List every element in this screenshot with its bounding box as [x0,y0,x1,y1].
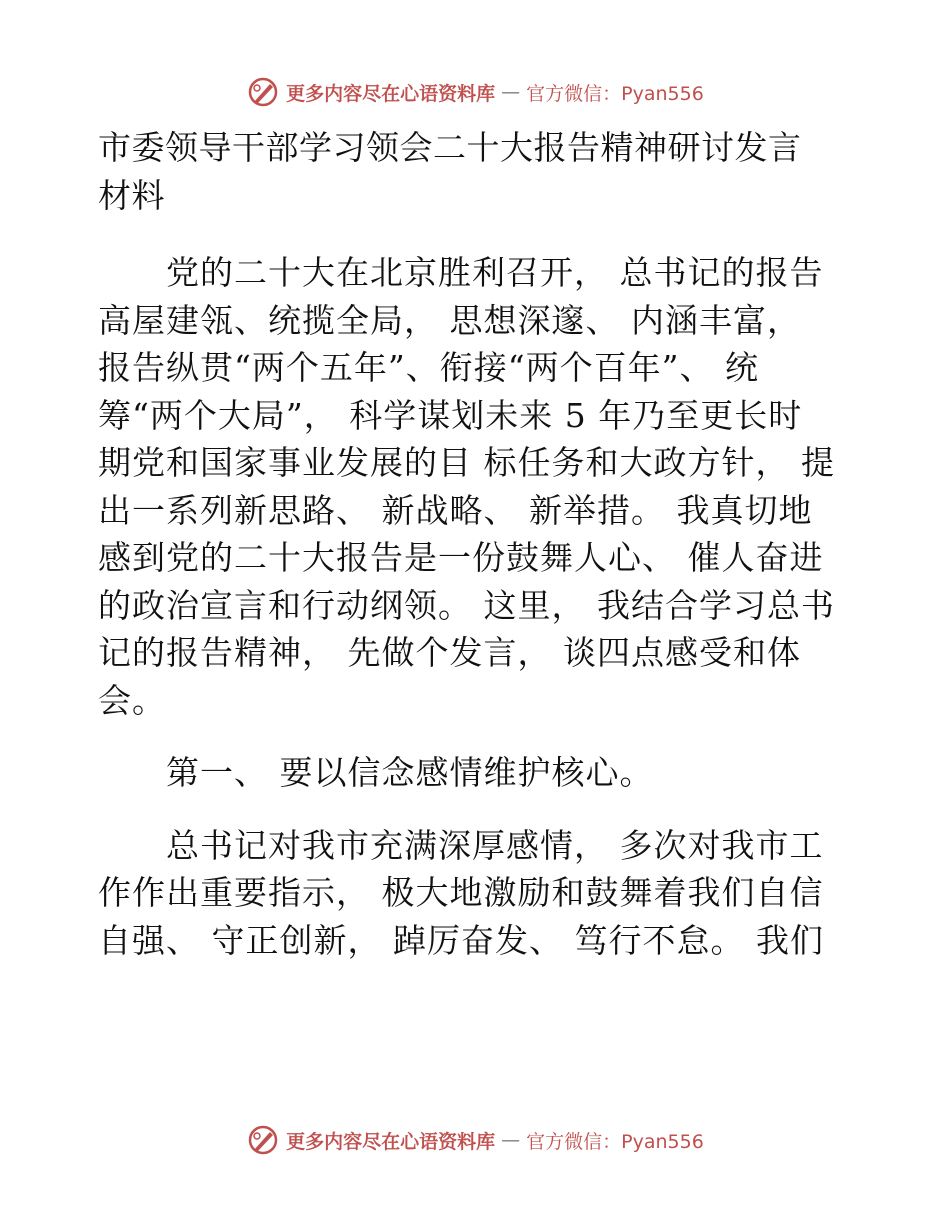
document-body [98,124,858,964]
banner-separator: — [501,1129,521,1151]
paragraph-line: 感到党的二十大报告是一份鼓舞人心、 催人奋进 [98,538,824,577]
paragraph-line: 期党和国家事业发展的目 标任务和大政方针， 提 [98,443,835,482]
pen-logo-icon [246,75,280,109]
paragraph-first-section [98,822,858,965]
section-heading-first: 第一、 要以信念感情维护核心。 [98,753,654,792]
banner-wechat: 官方微信：Pyan556 [526,82,704,105]
paragraph-line: 记的报告精神， 先做个发言， 谈四点感受和体 [98,633,801,672]
banner-separator: — [501,81,521,103]
paragraph-line: 自强、 守正创新， 踔厉奋发、 笃行不怠。 我们 [98,920,824,960]
paragraph-line: 党的二十大在北京胜利召开， 总书记的报告 [98,253,824,292]
banner-wechat: 官方微信：Pyan556 [526,1130,704,1153]
paragraph-line: 会。 [98,680,166,720]
footer-banner [0,1118,950,1162]
paragraph-line: 作作出重要指示， 极大地激励和鼓舞着我们自信 [98,873,824,912]
paragraph-line: 出一系列新思路、 新战略、 新举措。 我真切地 [98,490,813,530]
paragraph-line: 总书记对我市充满深厚感情， 多次对我市工 [98,825,824,865]
title-line: 市委领导干部学习领会二十大报告精神研讨发言 [98,128,802,167]
header-banner [0,70,950,114]
pen-logo-icon [246,1123,280,1157]
title-line: 材料 [98,175,165,215]
paragraph-intro [98,249,858,724]
banner-title: 更多内容尽在心语资料库 [286,82,496,105]
paragraph-line: 高屋建瓴、统揽全局， 思想深邃、 内涵丰富， [98,300,801,340]
document-title [98,124,858,219]
paragraph-line: 筹“两个大局”， 科学谋划未来 5 年乃至更长时 [98,395,803,435]
paragraph-line: 报告纵贯“两个五年”、衔接“两个百年”、 统 [98,348,759,387]
banner-title: 更多内容尽在心语资料库 [286,1130,496,1153]
paragraph-line: 的政治宣言和行动纲领。 这里， 我结合学习总书 [98,585,835,625]
